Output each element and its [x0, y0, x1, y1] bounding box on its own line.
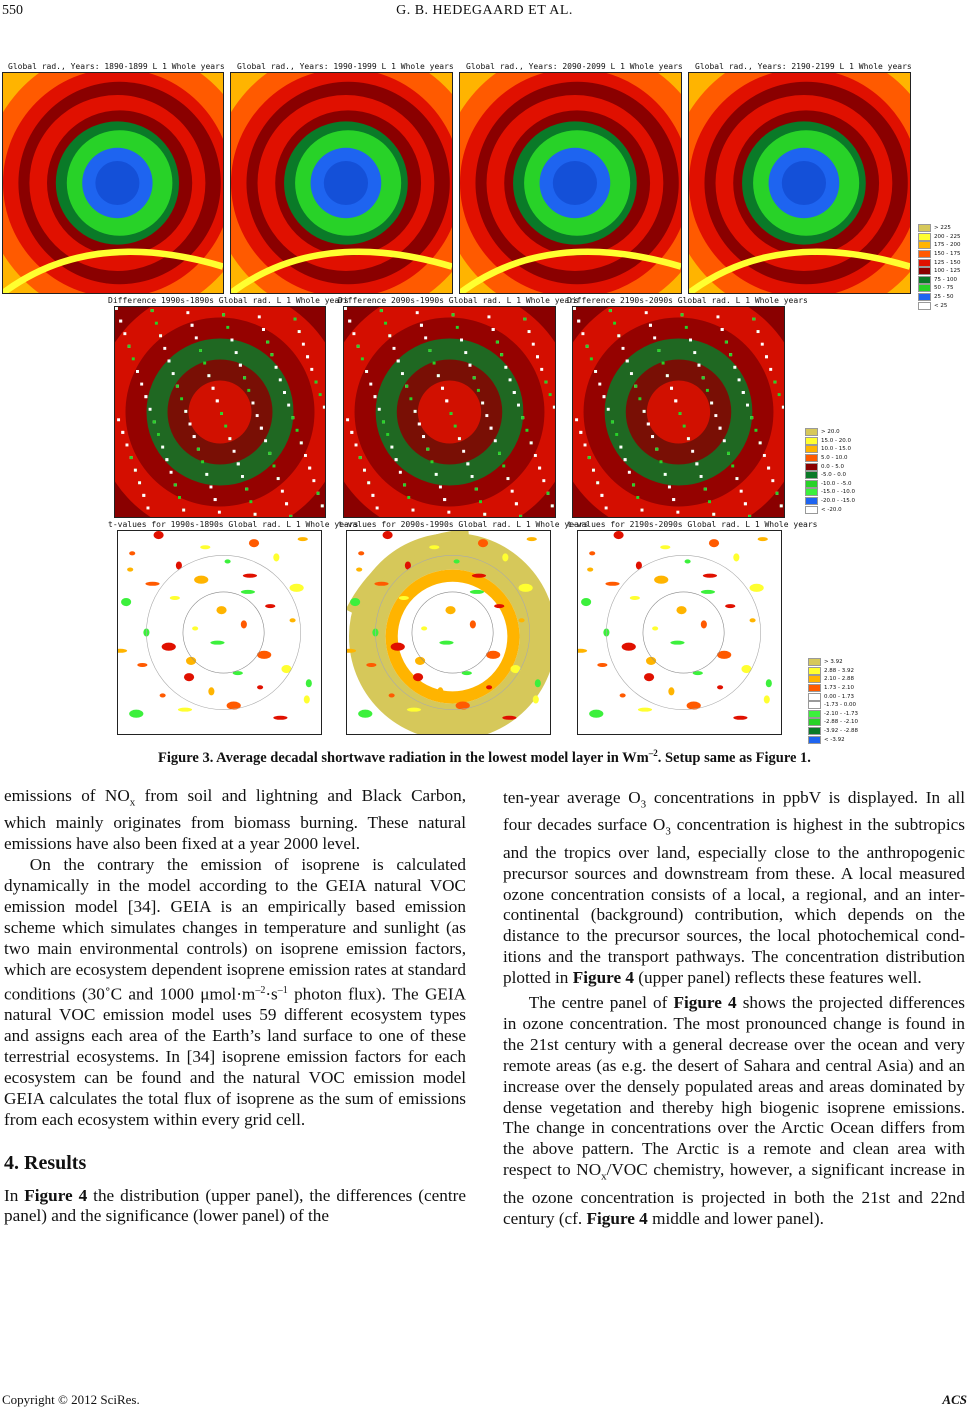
legend-label: > 3.92: [824, 659, 843, 666]
map-image: [460, 73, 681, 293]
legend-entry: [918, 284, 960, 293]
legend-entry: [918, 250, 960, 259]
legend-entry: [808, 735, 858, 744]
legend-tvalues: [808, 658, 858, 744]
panel-title: t-values for 1990s-1890s Global rad. L 1 Whole years: [108, 520, 359, 529]
legend-entry: [918, 241, 960, 250]
legend-swatch: [808, 684, 821, 692]
legend-entry: [805, 428, 855, 437]
legend-label: -1.73 - 0.00: [824, 702, 856, 709]
running-authors: G. B. HEDEGAARD ET AL.: [396, 3, 573, 18]
legend-label: 2.10 - 2.88: [824, 676, 854, 683]
left-text-column: [4, 786, 466, 1227]
legend-swatch: [918, 259, 931, 267]
legend-label: 50 - 75: [934, 285, 954, 292]
legend-entry: [805, 497, 855, 506]
legend-entry: [918, 267, 960, 276]
legend-swatch: [918, 233, 931, 241]
legend-label: -2.10 - -1.73: [824, 710, 858, 717]
legend-label: > 20.0: [821, 429, 840, 436]
legend-entry: [918, 293, 960, 302]
legend-label: < -20.0: [821, 506, 842, 513]
legend-swatch: [808, 701, 821, 709]
legend-label: 150 - 175: [934, 251, 961, 258]
legend-label: > 225: [934, 225, 951, 232]
legend-label: -5.0 - 0.0: [821, 472, 846, 479]
page-footer: [0, 1392, 969, 1412]
legend-swatch: [805, 454, 818, 462]
legend-entry: [808, 684, 858, 693]
legend-entry: [808, 727, 858, 736]
legend-swatch: [805, 488, 818, 496]
paragraph: In Figure 4 the distribution (upper panel), the differences (centre panel) and the significance (lower panel) of the: [4, 1185, 467, 1226]
map-image: [3, 73, 223, 293]
legend-entry: [808, 710, 858, 719]
legend-difference: [805, 428, 855, 514]
legend-swatch: [808, 693, 821, 701]
legend-label: -15.0 - -10.0: [821, 489, 855, 496]
legend-label: 10.0 - 15.0: [821, 446, 851, 453]
map-panel-difference-1: [114, 306, 326, 518]
map-image: [689, 73, 910, 293]
legend-label: -20.0 - -15.0: [821, 498, 855, 505]
legend-entry: [808, 675, 858, 684]
map-panel-radiation-2090s: [459, 72, 682, 294]
map-image: [573, 307, 784, 517]
legend-swatch: [805, 428, 818, 436]
running-header: [0, 3, 969, 23]
map-panel-difference-3: [572, 306, 785, 518]
legend-swatch: [918, 302, 931, 310]
legend-radiation: [918, 224, 960, 310]
panel-title: Global rad., Years: 1890-1899 L 1 Whole years: [8, 62, 225, 71]
panel-title: Difference 2090s-1990s Global rad. L 1 Whole years: [338, 296, 579, 305]
map-image: [578, 531, 781, 734]
map-panel-tvalues-3: [577, 530, 782, 735]
legend-swatch: [805, 506, 818, 514]
map-panel-difference-2: [343, 306, 556, 518]
legend-entry: [805, 480, 855, 489]
map-image: [118, 531, 321, 734]
legend-label: 25 - 50: [934, 294, 954, 301]
legend-swatch: [918, 224, 931, 232]
legend-swatch: [805, 463, 818, 471]
legend-label: 2.88 - 3.92: [824, 667, 854, 674]
legend-swatch: [918, 284, 931, 292]
legend-swatch: [808, 658, 821, 666]
panel-title: Global rad., Years: 2090-2099 L 1 Whole years: [466, 62, 683, 71]
legend-label: 200 - 225: [934, 233, 961, 240]
legend-swatch: [808, 736, 821, 744]
map-panel-radiation-1890s: [2, 72, 224, 294]
legend-entry: [918, 276, 960, 285]
legend-entry: [805, 445, 855, 454]
legend-swatch: [918, 250, 931, 258]
legend-entry: [918, 224, 960, 233]
legend-swatch: [808, 667, 821, 675]
paragraph: emissions of $NO_x$ from soil and lightning and Black Carbon, which mainly originates from biomass burning. These natural emissions have also been fixed at a year 2000 level.: [4, 786, 466, 854]
legend-entry: [805, 471, 855, 480]
legend-swatch: [918, 241, 931, 249]
panel-title: Global rad., Years: 1990-1999 L 1 Whole years: [237, 62, 454, 71]
legend-label: -10.0 - -5.0: [821, 480, 852, 487]
journal-abbrev: ACS: [942, 1392, 967, 1407]
legend-label: 175 - 200: [934, 242, 961, 249]
map-image: [347, 531, 550, 734]
legend-swatch: [808, 710, 821, 718]
legend-entry: [805, 505, 855, 514]
paragraph: The centre panel of Figure 4 shows the projected differences in ozone concentration. The most pronounced change is found in the 21st century with a general decrease over the ocean and very remote areas (as e.g. the desert of Sahara and central Asia) and an increase over the densely populated areas and areas dominated by dense vegetation and thereby high biogenic isoprene emissions. The change in concentrations over the Arctic Ocean differs from the above pattern. The Arctic is a remote and clean area with respect to $NO_x$/VOC chemistry, however, a significant increase in the ozone concentration is projected in both the 21st and 22nd century (cf. Figure 4 middle and lower panel).: [503, 993, 965, 1228]
right-text-column: [503, 788, 965, 1229]
panel-title: Global rad., Years: 2190-2199 L 1 Whole years: [695, 62, 912, 71]
legend-swatch: [805, 437, 818, 445]
panel-title: Difference 1990s-1890s Global rad. L 1 Whole years: [108, 296, 349, 305]
legend-entry: [808, 718, 858, 727]
legend-label: -3.92 - -2.88: [824, 728, 858, 735]
map-panel-radiation-1990s: [230, 72, 453, 294]
legend-entry: [805, 437, 855, 446]
map-image: [115, 307, 325, 517]
legend-swatch: [805, 445, 818, 453]
legend-entry: [808, 701, 858, 710]
panel-title: Difference 2190s-2090s Global rad. L 1 Whole years: [567, 296, 808, 305]
map-panel-tvalues-1: [117, 530, 322, 735]
panel-title: t-values for 2190s-2090s Global rad. L 1 Whole years: [567, 520, 818, 529]
legend-entry: [805, 488, 855, 497]
legend-swatch: [918, 293, 931, 301]
legend-label: 0.00 - 1.73: [824, 693, 854, 700]
legend-label: 125 - 150: [934, 259, 961, 266]
legend-entry: [805, 462, 855, 471]
legend-entry: [808, 667, 858, 676]
legend-entry: [808, 692, 858, 701]
section-heading: 4. Results: [4, 1151, 87, 1174]
page-number: 550: [2, 3, 23, 18]
legend-entry: [808, 658, 858, 667]
legend-swatch: [918, 267, 931, 275]
legend-entry: [918, 233, 960, 242]
legend-label: 75 - 100: [934, 276, 957, 283]
figure-caption: Figure 3. Average decadal shortwave radiation in the lowest model layer in $Wm^{-2}$. Setup same as Figure 1.: [158, 748, 811, 766]
legend-label: -2.88 - -2.10: [824, 719, 858, 726]
panel-title: t-values for 2090s-1990s Global rad. L 1 Whole years: [338, 520, 589, 529]
legend-label: 1.73 - 2.10: [824, 685, 854, 692]
map-image: [344, 307, 555, 517]
paragraph: ten-year average $O_3$ concentrations in ppbV is displayed. In all four decades surface $O_3$ concentration is highest in the subtropics and the tropics over land, especially close to the anthropogenic precursor sources and downstream from these. A local measured ozone concentration consists of a local, a regional, and an inter-continental (background) contribution, which depends on the distance to the precursor sources, the local photochemical cond- itions and the transport pathways. The concentration distribution plotted in Figure 4 (upper panel) reflects these features well.: [503, 788, 965, 988]
legend-label: 0.0 - 5.0: [821, 463, 844, 470]
legend-swatch: [808, 675, 821, 683]
legend-entry: [918, 301, 960, 310]
legend-label: 100 - 125: [934, 268, 961, 275]
legend-entry: [918, 258, 960, 267]
copyright: Copyright © 2012 SciRes.: [2, 1392, 140, 1407]
legend-entry: [805, 454, 855, 463]
legend-label: 15.0 - 20.0: [821, 437, 851, 444]
legend-swatch: [805, 497, 818, 505]
legend-label: < 25: [934, 302, 948, 309]
map-image: [231, 73, 452, 293]
legend-swatch: [808, 727, 821, 735]
legend-label: < -3.92: [824, 736, 845, 743]
legend-swatch: [808, 718, 821, 726]
legend-label: 5.0 - 10.0: [821, 455, 848, 462]
legend-swatch: [805, 480, 818, 488]
legend-swatch: [805, 471, 818, 479]
map-panel-tvalues-2: [346, 530, 551, 735]
map-panel-radiation-2190s: [688, 72, 911, 294]
paragraph: On the contrary the emission of isoprene is calculated dynamically in the model according to the GEIA natural VOC emission model [34]. GEIA is an empirically based emission scheme which simulates changes in temperature and sunlight (as two main environmental controls) on isoprene emission factors, which are ecosystem dependent isoprene emission rates at standard conditions (30˚C and 1000 $\mu mol\cdot m^{-2}\cdot s^{-1}$ photon flux). The GEIA natural VOC emission model uses 59 different ecosystem types and assigns each area of the Earth’s land surface to one of these terrestrial ecosystems. In [34] isoprene emission factors for each ecosystem can be found and the natural VOC emission model GEIA calculates the total flux of isoprene as the sum of emissions from each ecosystem within every grid cell.: [4, 855, 466, 1129]
legend-swatch: [918, 276, 931, 284]
